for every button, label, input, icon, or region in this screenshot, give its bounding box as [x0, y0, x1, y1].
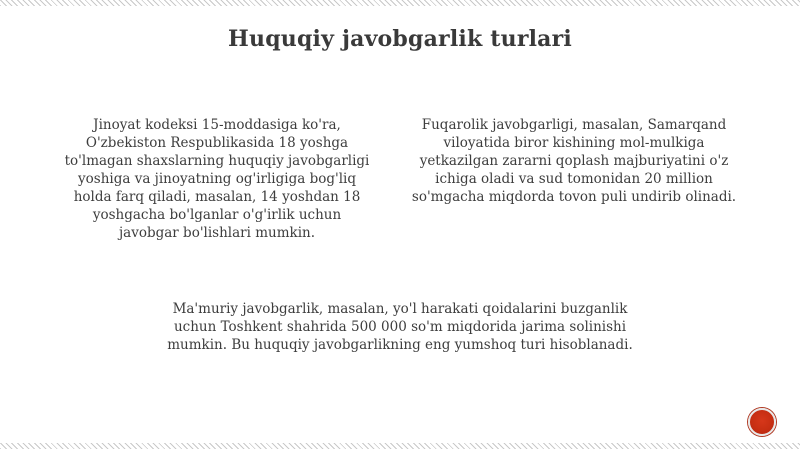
paragraph-criminal-liability: Jinoyat kodeksi 15-moddasiga ko'ra, O'zbekiston Respublikasida 18 yoshga to'lmagan shaxslarning huquqiy javobgarligi yoshiga va jinoyatning og'irligiga bog'liq holda farq qiladi, masalan, 14 yoshdan 18 yoshgacha bo'lganlar o'g'irlik uchun javobgar bo'lishlari mumkin. [64, 117, 370, 241]
bottom-decorative-stripe [0, 443, 800, 449]
next-slide-circle-icon[interactable] [748, 408, 776, 436]
top-decorative-stripe [0, 0, 800, 6]
slide-title: Huquqiy javobgarlik turlari [228, 26, 572, 52]
paragraph-civil-liability: Fuqarolik javobgarligi, masalan, Samarqand viloyatida biror kishining mol-mulkiga yetkazilgan zararni qoplash majburiyatini o'z ichiga oladi va sud tomonidan 20 million so'mgacha miqdorda tovon puli undirib olinadi. [411, 117, 737, 205]
paragraph-administrative-liability: Ma'muriy javobgarlik, masalan, yo'l harakati qoidalarini buzganlik uchun Toshkent shahrida 500 000 so'm miqdorida jarima solinishi mumkin. Bu huquqiy javobgarlikning eng yumshoq turi hisoblanadi. [167, 301, 633, 353]
